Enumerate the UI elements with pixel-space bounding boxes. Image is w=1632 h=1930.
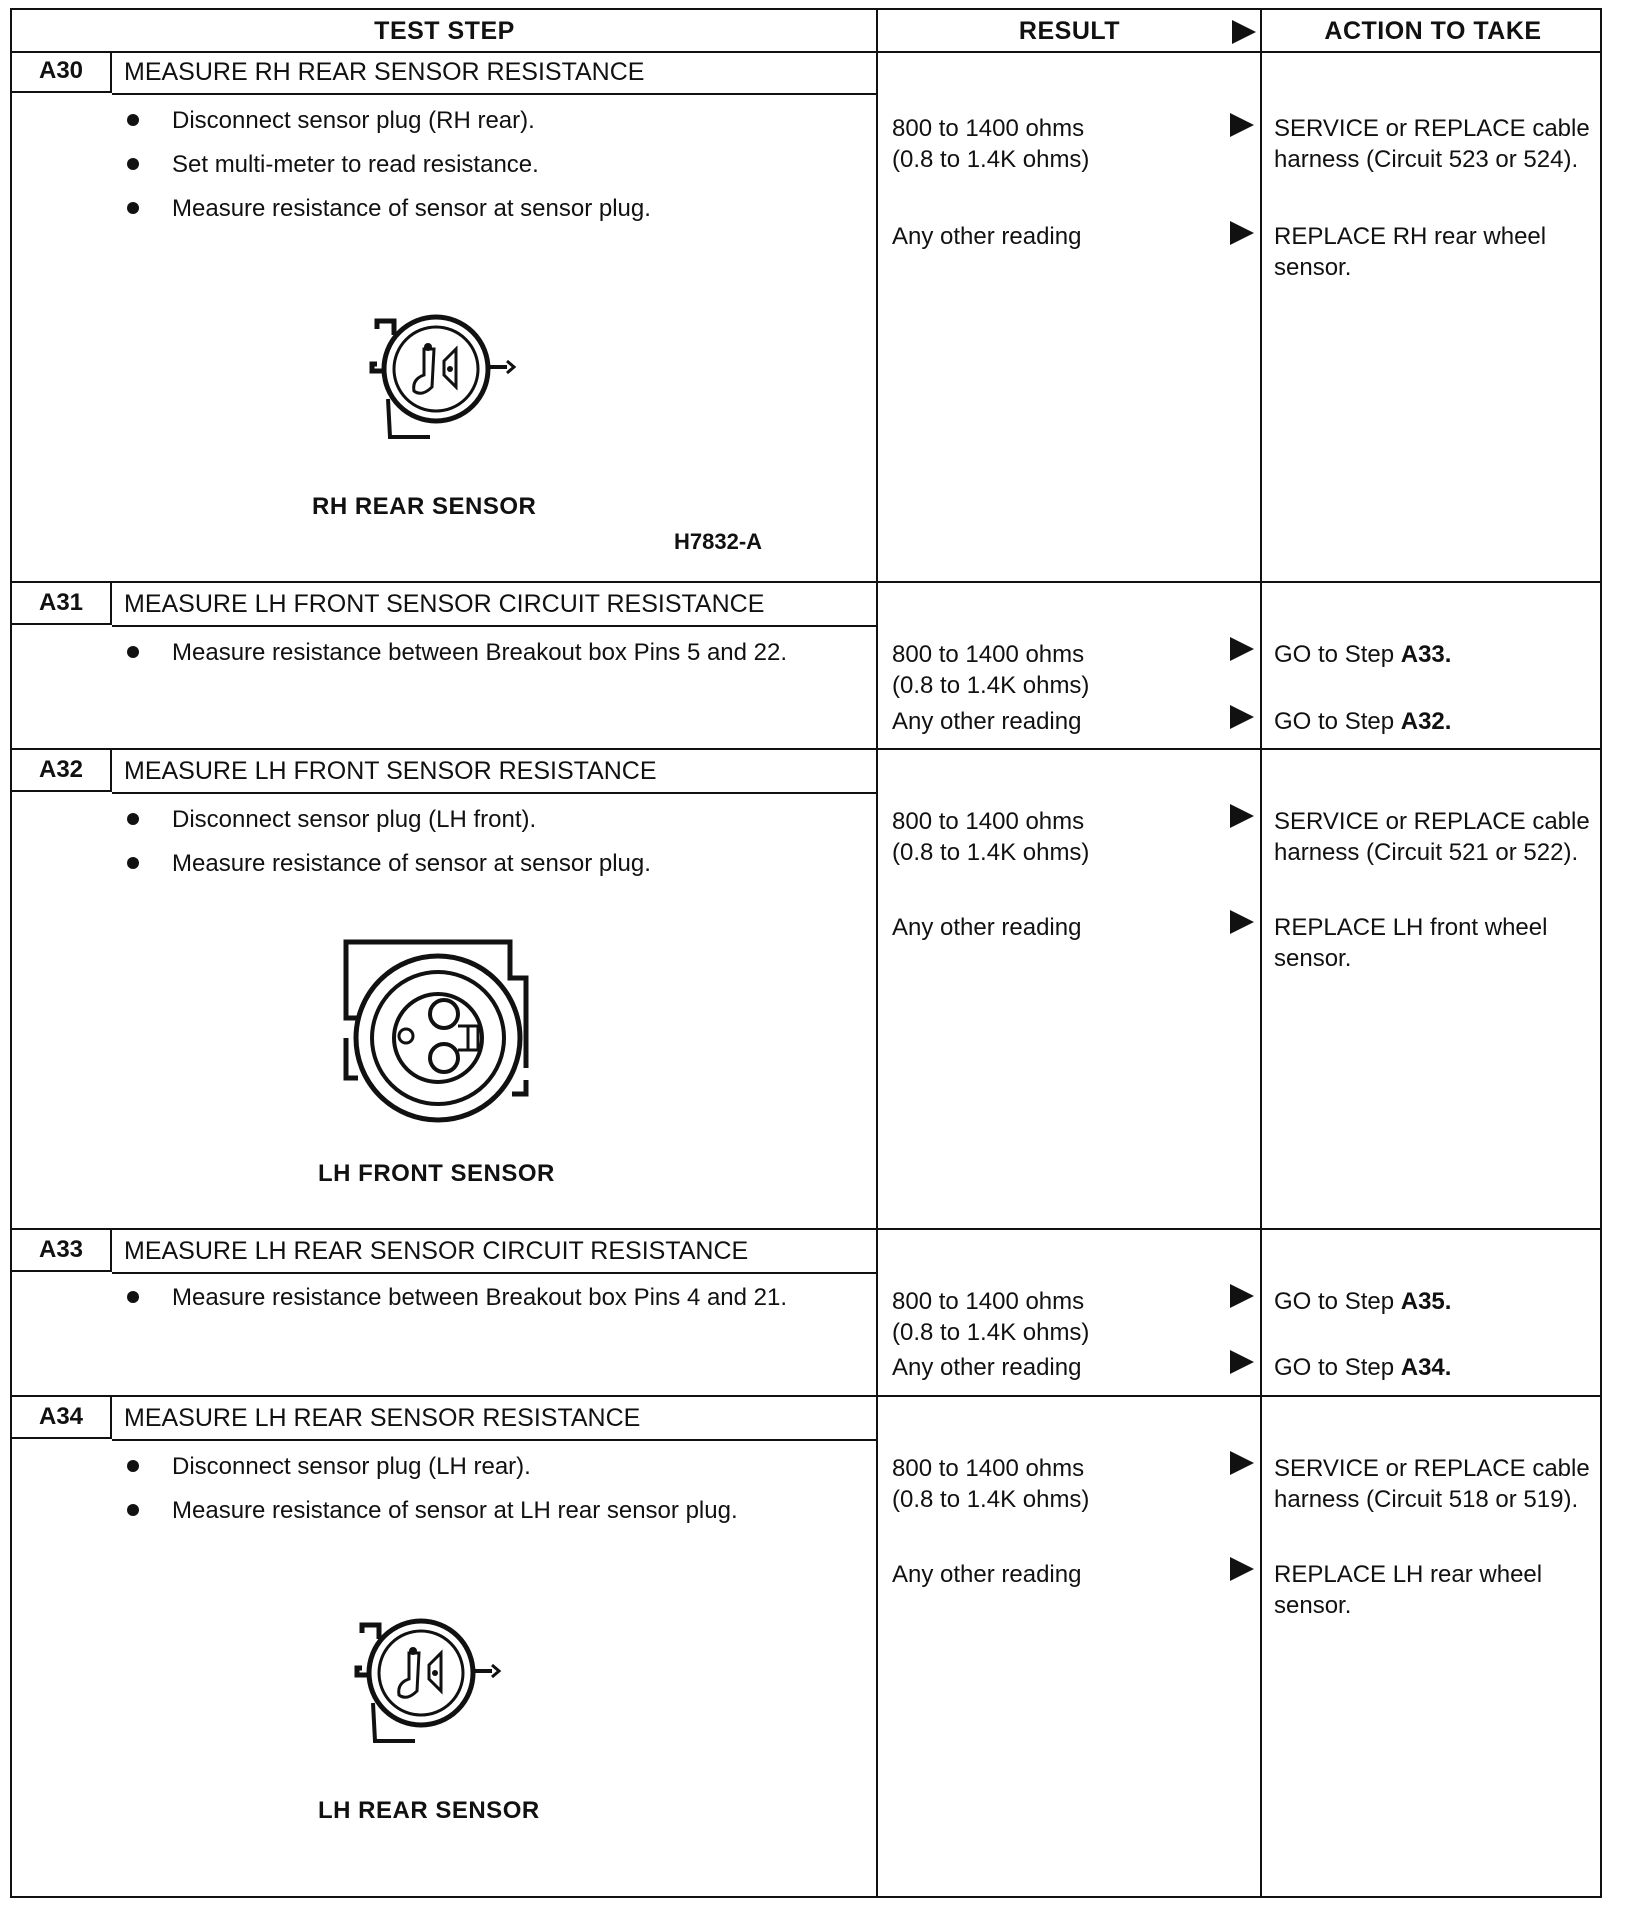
- action-text: [1274, 639, 1604, 670]
- step-title: MEASURE LH FRONT SENSOR CIRCUIT RESISTANCE: [112, 583, 877, 627]
- result-arrow-icon: [1230, 637, 1254, 661]
- step-instructions: [127, 804, 847, 892]
- step-title: MEASURE RH REAR SENSOR RESISTANCE: [112, 51, 877, 95]
- header-test-step: TEST STEP: [374, 17, 515, 45]
- step-title: MEASURE LH FRONT SENSOR RESISTANCE: [112, 750, 877, 794]
- instruction-item: Measure resistance of sensor at sensor plug.: [127, 193, 847, 224]
- result-value: 800 to 1400 ohms (0.8 to 1.4K ohms): [892, 641, 1090, 699]
- action-prefix: GO to Step: [1274, 708, 1401, 735]
- step-instructions: [127, 1282, 847, 1326]
- action-text: [1274, 1352, 1604, 1383]
- step-id: A30: [12, 51, 112, 93]
- lh-front-sensor-icon: [330, 928, 550, 1138]
- result-value: 800 to 1400 ohms (0.8 to 1.4K ohms): [892, 115, 1090, 173]
- result-arrow-icon: [1230, 705, 1254, 729]
- step-title: MEASURE LH REAR SENSOR RESISTANCE: [112, 1397, 877, 1441]
- instruction-item: Measure resistance between Breakout box Pins 5 and 22.: [127, 637, 847, 668]
- result-arrow-icon: [1230, 804, 1254, 828]
- step-id: A33: [12, 1230, 112, 1272]
- step-a33: [12, 1230, 1600, 1395]
- rh-rear-sensor-icon: [352, 309, 542, 459]
- result-arrow-icon: [1230, 1557, 1254, 1581]
- step-id: A34: [12, 1397, 112, 1439]
- result-arrow-icon: [1230, 113, 1254, 137]
- instruction-item: Disconnect sensor plug (RH rear).: [127, 105, 847, 136]
- action-text: SERVICE or REPLACE cable harness (Circuit 521 or 522).: [1274, 808, 1590, 866]
- result-arrow-icon: [1230, 910, 1254, 934]
- action-prefix: GO to Step: [1274, 1288, 1401, 1315]
- instruction-item: Set multi-meter to read resistance.: [127, 149, 847, 180]
- lh-rear-sensor-icon: [337, 1613, 527, 1763]
- instruction-item: Disconnect sensor plug (LH rear).: [127, 1451, 847, 1482]
- figure-code: H7832-A: [674, 529, 763, 554]
- instruction-item: Disconnect sensor plug (LH front).: [127, 804, 847, 835]
- step-a30: [12, 51, 1600, 581]
- result-value: Any other reading: [892, 223, 1082, 250]
- step-id: A32: [12, 750, 112, 792]
- step-a31: [12, 583, 1600, 748]
- instruction-item: Measure resistance between Breakout box Pins 4 and 21.: [127, 1282, 847, 1313]
- action-text: REPLACE LH rear wheel sensor.: [1274, 1561, 1543, 1619]
- step-instructions: [127, 1451, 847, 1539]
- result-value: Any other reading: [892, 914, 1082, 941]
- action-text: REPLACE RH rear wheel sensor.: [1274, 223, 1547, 281]
- header-action: ACTION TO TAKE: [1324, 17, 1542, 45]
- figure-caption: RH REAR SENSOR: [312, 493, 537, 520]
- step-instructions: [127, 637, 847, 681]
- action-text: [1274, 1286, 1604, 1317]
- step-title: MEASURE LH REAR SENSOR CIRCUIT RESISTANCE: [112, 1230, 877, 1274]
- header-result: RESULT: [1018, 17, 1121, 45]
- action-step-link[interactable]: A33.: [1400, 641, 1452, 668]
- step-a34: [12, 1397, 1600, 1897]
- step-instructions: [127, 105, 847, 237]
- header-arrow-icon: [1232, 20, 1256, 44]
- step-id: A31: [12, 583, 112, 625]
- result-value: Any other reading: [892, 708, 1082, 735]
- result-value: 800 to 1400 ohms (0.8 to 1.4K ohms): [892, 1288, 1090, 1346]
- result-value: Any other reading: [892, 1561, 1082, 1588]
- figure-caption: LH REAR SENSOR: [318, 1797, 540, 1824]
- action-text: SERVICE or REPLACE cable harness (Circuit 523 or 524).: [1274, 115, 1590, 173]
- result-value: 800 to 1400 ohms (0.8 to 1.4K ohms): [892, 1455, 1090, 1513]
- table-header: [12, 8, 1600, 53]
- instruction-item: Measure resistance of sensor at sensor plug.: [127, 848, 847, 879]
- action-prefix: GO to Step: [1274, 1354, 1401, 1381]
- result-value: 800 to 1400 ohms (0.8 to 1.4K ohms): [892, 808, 1090, 866]
- result-arrow-icon: [1230, 221, 1254, 245]
- result-value: Any other reading: [892, 1354, 1082, 1381]
- result-arrow-icon: [1230, 1451, 1254, 1475]
- action-text: SERVICE or REPLACE cable harness (Circuit 518 or 519).: [1274, 1455, 1590, 1513]
- action-text: [1274, 706, 1604, 737]
- diagnostic-table: [10, 8, 1602, 1898]
- action-prefix: GO to Step: [1274, 641, 1401, 668]
- result-arrow-icon: [1230, 1284, 1254, 1308]
- figure-caption: LH FRONT SENSOR: [318, 1160, 555, 1187]
- action-step-link[interactable]: A34.: [1400, 1354, 1452, 1381]
- step-a32: [12, 750, 1600, 1228]
- action-step-link[interactable]: A35.: [1400, 1288, 1452, 1315]
- action-text: REPLACE LH front wheel sensor.: [1274, 914, 1548, 972]
- result-arrow-icon: [1230, 1350, 1254, 1374]
- action-step-link[interactable]: A32.: [1400, 708, 1452, 735]
- instruction-item: Measure resistance of sensor at LH rear sensor plug.: [127, 1495, 847, 1526]
